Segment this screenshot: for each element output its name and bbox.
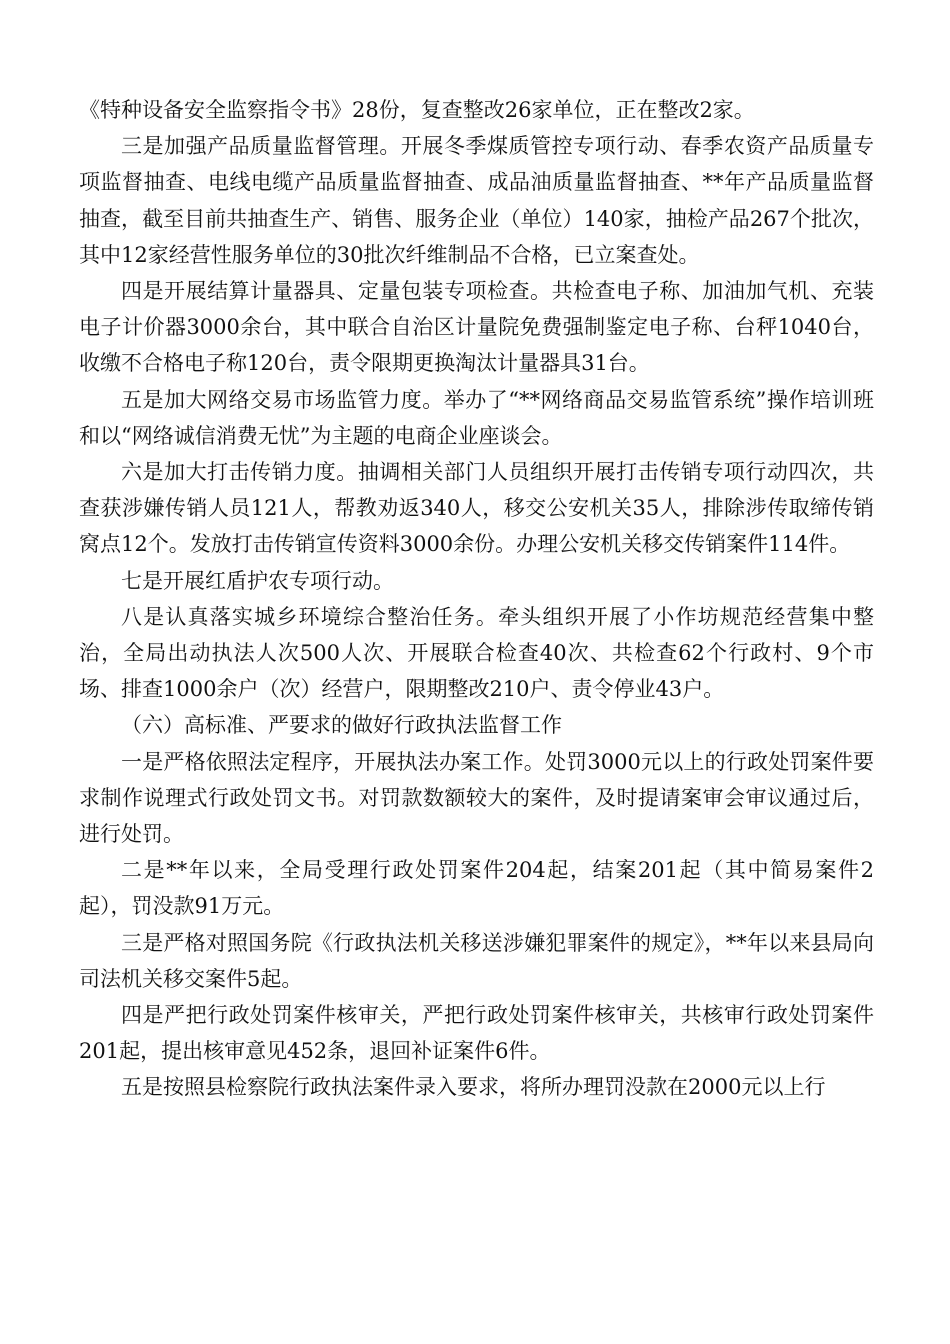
document-body [79,92,874,1106]
paragraph-continuation: 《特种设备安全监察指令书》28份，复查整改26家单位，正在整改2家。 [79,98,755,122]
paragraph-online-trade: 五是加大网络交易市场监管力度。举办了“**网络商品交易监管系统”操作培训班和以“网络诚信消费无忧”为主题的电商企业座谈会。 [79,387,874,448]
paragraph-measuring-instruments: 四是开展结算计量器具、定量包装专项检查。共检查电子称、加油加气机、充装电子计价器3000余台，其中联合自治区计量院免费强制鉴定电子称、台秤1040台，收缴不合格电子称120台，责令限期更换淘汰计量器具31台。 [79,279,874,376]
paragraph-environment-rectification: 八是认真落实城乡环境综合整治任务。牵头组织开展了小作坊规范经营集中整治，全局出动执法人次500人次、开展联合检查40次、共检查62个行政村、9个市场、排查1000余户（次）经营户，限期整改210户、责令停业43户。 [79,604,874,702]
paragraph-product-quality: 三是加强产品质量监督管理。开展冬季煤质管控专项行动、春季农资产品质量专项监督抽查、电线电缆产品质量监督抽查、成品油质量监督抽查、**年产品质量监督抽查，截至目前共抽查生产、销售、服务企业（单位）140家，抽检产品267个批次，其中12家经营性服务单位的30批次纤维制品不合格，已立案查处。 [79,134,874,267]
paragraph-legal-procedure: 一是严格依照法定程序，开展执法办案工作。处罚3000元以上的行政处罚案件要求制作说理式行政处罚文书。对罚款数额较大的案件，及时提请案审会审议通过后，进行处罚。 [79,749,874,847]
paragraph-anti-pyramid-selling: 六是加大打击传销力度。抽调相关部门人员组织开展打击传销专项行动四次，共查获涉嫌传销人员121人，帮教劝返340人，移交公安机关35人，排除涉传取缔传销窝点12个。发放打击传销宣传资料3000余份。办理公安机关移交传销案件114件。 [79,460,874,557]
paragraph-case-transfer: 三是严格对照国务院《行政执法机关移送涉嫌犯罪案件的规定》，**年以来县局向司法机关移交案件5起。 [79,930,874,991]
paragraph-case-review: 四是严把行政处罚案件核审关，严把行政处罚案件核审关，共核审行政处罚案件201起，提出核审意见452条，退回补证案件6件。 [79,1003,874,1064]
paragraph-case-statistics: 二是**年以来，全局受理行政处罚案件204起，结案201起（其中简易案件2起），罚没款91万元。 [79,858,874,919]
section-heading-law-enforcement: （六）高标准、严要求的做好行政执法监督工作 [121,713,562,738]
paragraph-procuratorate-entry: 五是按照县检察院行政执法案件录入要求，将所办理罚没款在2000元以上行 [121,1075,826,1100]
paragraph-red-shield-agriculture: 七是开展红盾护农专项行动。 [121,568,394,593]
